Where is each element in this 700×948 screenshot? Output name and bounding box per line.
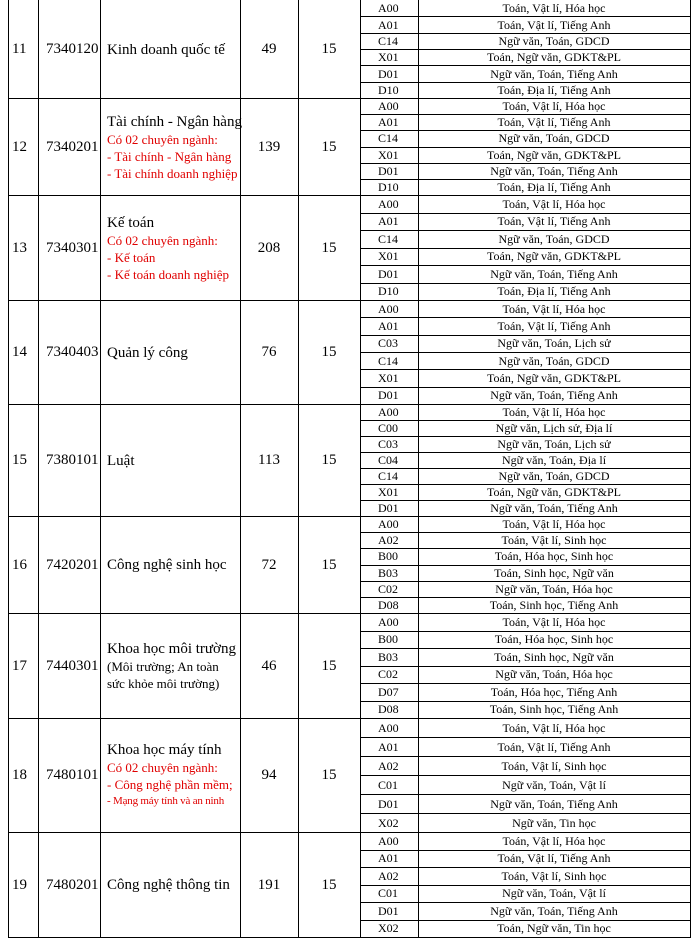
enrollment-target: 191 [257,876,281,893]
combo-subjects: Toán, Sinh học, Tiếng Anh [489,702,619,716]
combo-subjects: Toán, Vật lí, Sinh học [501,869,607,883]
combo-code: A01 [378,18,399,32]
combo-code: C01 [378,778,399,792]
combo-subjects: Toán, Địa lí, Tiếng Anh [497,83,611,97]
row-index: 19 [12,876,27,893]
combo-code: X01 [378,249,399,263]
program-note: Có 02 chuyên ngành: [107,232,218,248]
enrollment-target: 94 [261,767,277,783]
combo-subjects: Ngữ văn, Toán, Tiếng Anh [490,67,618,81]
combo-subjects: Ngữ văn, Toán, Lịch sử [497,336,611,350]
combo-code: A00 [378,834,399,848]
column-rule [8,0,9,937]
enrollment-target: 49 [261,41,277,57]
combo-subjects: Toán, Sinh học, Tiếng Anh [489,598,619,612]
min-score: 15 [321,138,337,155]
row-index: 18 [12,767,27,783]
combo-subjects: Toán, Hóa học, Sinh học [494,632,614,646]
min-score: 15 [321,767,337,783]
combo-code: C14 [378,232,399,246]
min-score: 15 [321,657,337,674]
combo-separator [360,16,691,17]
combo-separator [360,683,691,684]
combo-subjects: Toán, Ngữ văn, GDKT&PL [487,249,621,263]
program-name-block [107,42,257,59]
enrollment-target: 76 [261,344,277,360]
combo-code: C04 [378,453,399,467]
combo-subjects: Ngữ văn, Toán, Địa lí [501,453,607,467]
combo-subjects: Toán, Vật lí, Hóa học [502,615,606,629]
combo-code: X01 [378,485,399,499]
program-name-block [107,114,257,182]
combo-code: D10 [378,180,399,194]
combo-code: A00 [378,517,399,531]
row-separator [8,195,691,196]
combo-code: X02 [378,816,399,830]
program-name: Kế toán [107,214,155,231]
combo-code: A00 [378,1,399,15]
combo-code: D01 [378,904,399,918]
program-code: 7480101 [46,767,99,783]
combo-code: C14 [378,34,399,48]
program-name-block [107,215,257,283]
combo-code: A01 [378,740,399,754]
combo-code: C02 [378,667,399,681]
combo-subjects: Toán, Vật lí, Hóa học [502,517,606,531]
program-code: 7340403 [46,344,99,360]
combo-subjects: Ngữ văn, Toán, Hóa học [495,667,613,681]
combo-separator [360,737,691,738]
combo-subjects: Toán, Vật lí, Tiếng Anh [497,115,611,129]
program-code: 7440301 [46,657,99,674]
program-name: Tài chính - Ngân hàng [107,113,242,130]
combo-code: C03 [378,437,399,451]
row-index: 16 [12,556,27,573]
combo-code: X02 [378,921,399,935]
combo-subjects: Toán, Hóa học, Sinh học [494,549,614,563]
combo-code: D01 [378,388,399,402]
combo-code: D08 [378,598,399,612]
row-index: 12 [12,138,27,155]
combo-code: C03 [378,336,399,350]
combo-separator [360,794,691,795]
program-name: Công nghệ sinh học [107,557,227,573]
program-name: Khoa học máy tính [107,742,222,758]
combo-code: D01 [378,501,399,515]
program-code: 7420201 [46,556,99,573]
combo-code: D08 [378,702,399,716]
combo-subjects: Toán, Sinh học, Ngữ văn [494,566,614,580]
combo-separator [360,317,691,318]
combo-code: X01 [378,371,399,385]
program-note: Có 02 chuyên ngành: [107,760,218,775]
program-name: Khoa học môi trường [107,641,236,657]
combo-separator [360,369,691,370]
combo-subjects: Toán, Vật lí, Sinh học [501,759,607,773]
combo-subjects: Toán, Vật lí, Tiếng Anh [497,18,611,32]
combo-subjects: Ngữ văn, Toán, Tiếng Anh [490,904,618,918]
combo-code: A01 [378,851,399,865]
program-note: - Mạng máy tính và an ninh [107,795,224,807]
combo-separator [360,265,691,266]
program-note: - Tài chính doanh nghiệp [107,165,238,181]
combo-subjects: Toán, Vật lí, Tiếng Anh [497,214,611,228]
row-index: 11 [12,41,27,57]
combo-code: A00 [378,302,399,316]
combo-separator [360,648,691,649]
program-note: - Kế toán doanh nghiệp [107,266,230,282]
min-score: 15 [321,556,337,573]
combo-subjects: Toán, Vật lí, Hóa học [502,302,606,316]
combo-code: X01 [378,148,399,162]
combo-subjects: Ngữ văn, Toán, Tiếng Anh [490,797,618,811]
enrollment-target: 208 [257,239,281,256]
program-code: 7340201 [46,138,99,155]
program-note: - Kế toán [107,249,156,265]
program-name: Luật [107,452,135,469]
program-name: Công nghệ thông tin [107,877,230,893]
enrollment-target: 139 [257,138,281,155]
combo-subjects: Toán, Vật lí, Hóa học [502,99,606,113]
combo-subjects: Ngữ văn, Toán, GDCD [498,354,610,368]
column-rule [38,0,39,937]
program-name: Kinh doanh quốc tế [107,41,225,58]
min-score: 15 [321,239,337,256]
combo-code: A01 [378,319,399,333]
combo-code: C14 [378,354,399,368]
program-name-block [107,742,257,810]
combo-subjects: Toán, Sinh học, Ngữ văn [494,650,614,664]
program-code: 7340301 [46,239,99,256]
program-code: 7380101 [46,452,99,468]
combo-subjects: Toán, Ngữ văn, GDKT&PL [487,50,621,64]
combo-subjects: Toán, Vật lí, Hóa học [502,721,606,735]
min-score: 15 [321,876,337,893]
program-code: 7340120 [46,41,99,57]
program-code: 7480201 [46,876,99,893]
combo-subjects: Toán, Ngữ văn, GDKT&PL [487,485,621,499]
enrollment-target: 46 [261,657,277,674]
combo-subjects: Ngữ văn, Toán, GDCD [498,469,610,483]
combo-code: C00 [378,421,399,435]
program-name: Quản lý công [107,344,188,361]
row-separator [8,613,691,614]
combo-code: A01 [378,214,399,228]
combo-code: D10 [378,83,399,97]
column-rule [100,0,101,937]
row-index: 15 [12,452,27,468]
combo-subjects: Ngữ văn, Toán, GDCD [498,34,610,48]
combo-subjects: Toán, Vật lí, Hóa học [502,197,606,211]
combo-subjects: Ngữ văn, Tin học [512,816,596,830]
combo-subjects: Ngữ văn, Toán, Hóa học [495,582,613,596]
row-index: 17 [12,657,27,674]
program-name-block [107,453,257,470]
program-note: (Môi trường; An toàn [107,659,219,674]
combo-separator [360,352,691,353]
combo-code: D01 [378,164,399,178]
program-name-block [107,345,257,362]
combo-subjects: Toán, Vật lí, Tiếng Anh [497,740,611,754]
enrollment-target: 72 [261,556,277,573]
combo-separator [360,230,691,231]
combo-code: C01 [378,886,399,900]
combo-subjects: Toán, Ngữ văn, GDKT&PL [487,371,621,385]
combo-code: A00 [378,197,399,211]
combo-subjects: Toán, Hóa học, Tiếng Anh [490,685,618,699]
row-separator [8,300,691,301]
combo-code: A00 [378,615,399,629]
combo-subjects: Toán, Địa lí, Tiếng Anh [497,180,611,194]
combo-subjects: Toán, Vật lí, Tiếng Anh [497,319,611,333]
combo-separator [360,813,691,814]
combo-subjects: Toán, Vật lí, Tiếng Anh [497,851,611,865]
program-name-block [107,557,257,574]
program-name-block [107,641,257,692]
combo-code: D01 [378,67,399,81]
row-index: 13 [12,239,27,256]
combo-subjects: Ngữ văn, Toán, Tiếng Anh [490,267,618,281]
row-index: 14 [12,344,27,360]
combo-code: B03 [378,650,399,664]
enrollment-target: 113 [258,452,280,468]
min-score: 15 [321,452,337,468]
combo-code: C14 [378,469,399,483]
combo-subjects: Toán, Ngữ văn, Tin học [497,921,611,935]
combo-subjects: Toán, Vật lí, Hóa học [502,405,606,419]
combo-code: D07 [378,685,399,699]
combo-code: A00 [378,405,399,419]
row-separator [8,718,691,719]
combo-separator [360,902,691,903]
combo-code: D10 [378,284,399,298]
min-score: 15 [321,344,337,360]
combo-code: C02 [378,582,399,596]
combo-subjects: Toán, Vật lí, Hóa học [502,1,606,15]
combo-subjects: Toán, Vật lí, Sinh học [501,533,607,547]
combo-subjects: Ngữ văn, Toán, Tiếng Anh [490,388,618,402]
combo-subjects: Ngữ văn, Toán, Vật lí [502,778,606,792]
program-note: sức khỏe môi trường) [107,676,220,691]
combo-code: D01 [378,267,399,281]
combo-code: A00 [378,721,399,735]
program-note: - Công nghệ phần mềm; [107,777,233,792]
combo-subjects: Toán, Ngữ văn, GDKT&PL [487,148,621,162]
combo-subjects: Toán, Vật lí, Hóa học [502,834,606,848]
combo-subjects: Ngữ văn, Toán, GDCD [498,131,610,145]
combo-code: A02 [378,533,399,547]
combo-subjects: Ngữ văn, Toán, Tiếng Anh [490,501,618,515]
combo-code: X01 [378,50,399,64]
row-separator [8,832,691,833]
program-note: Có 02 chuyên ngành: [107,131,218,147]
program-name-block [107,877,257,894]
combo-code: B03 [378,566,399,580]
combo-code: B00 [378,549,399,563]
combo-subjects: Ngữ văn, Toán, Vật lí [502,886,606,900]
combo-subjects: Ngữ văn, Lịch sử, Địa lí [495,421,613,435]
combo-subjects: Ngữ văn, Toán, GDCD [498,232,610,246]
combo-code: D01 [378,797,399,811]
combo-code: A02 [378,869,399,883]
combo-subjects: Ngữ văn, Toán, Lịch sử [497,437,611,451]
min-score: 15 [321,41,337,57]
combo-subjects: Toán, Địa lí, Tiếng Anh [497,284,611,298]
combo-subjects: Ngữ văn, Toán, Tiếng Anh [490,164,618,178]
combo-separator [360,756,691,757]
combo-code: C14 [378,131,399,145]
program-note: - Tài chính - Ngân hàng [107,148,232,164]
combo-separator [360,65,691,66]
combo-separator [360,867,691,868]
combo-code: A01 [378,115,399,129]
table-bottom-border [8,937,691,938]
combo-separator [360,775,691,776]
combo-code: A00 [378,99,399,113]
combo-code: B00 [378,632,399,646]
combo-code: A02 [378,759,399,773]
